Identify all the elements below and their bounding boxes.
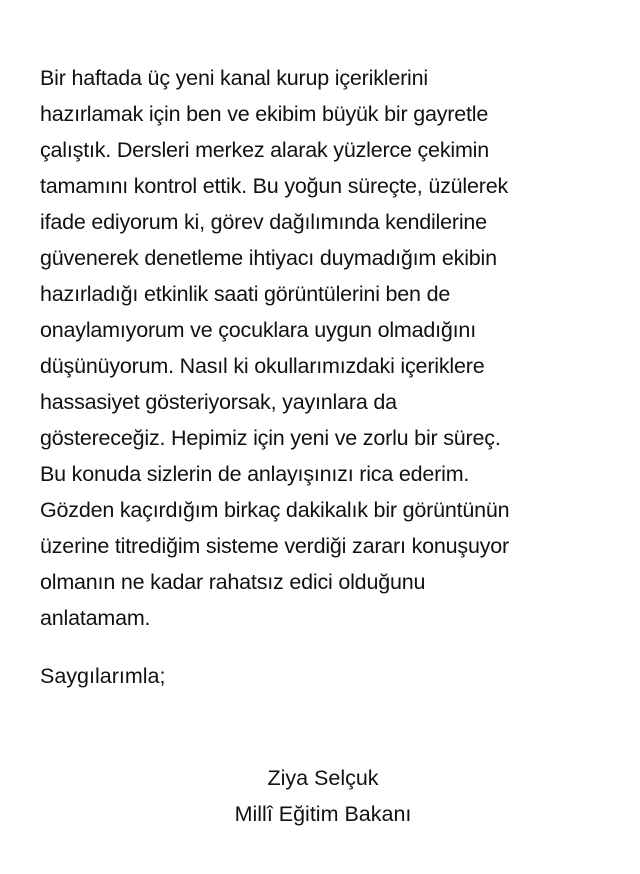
letter-line: Bu konuda sizlerin de anlayışınızı rica ederim. xyxy=(40,462,470,486)
letter-line: güvenerek denetleme ihtiyacı duymadığım ekibin xyxy=(40,246,497,270)
letter-body xyxy=(40,60,620,636)
letter-line: hassasiyet gösteriyorsak, yayınlara da xyxy=(40,390,397,414)
letter-line: göstereceğiz. Hepimiz için yeni ve zorlu bir süreç. xyxy=(40,426,501,450)
signature-block xyxy=(0,760,640,832)
letter-line: Gözden kaçırdığım birkaç dakikalık bir görüntünün xyxy=(40,498,510,522)
letter-line: olmanın ne kadar rahatsız edici olduğunu xyxy=(40,570,426,594)
letter-line: hazırladığı etkinlik saati görüntülerini ben de xyxy=(40,282,451,306)
letter-line: tamamını kontrol ettik. Bu yoğun süreçte, üzülerek xyxy=(40,174,509,198)
letter-line: hazırlamak için ben ve ekibim büyük bir gayretle xyxy=(40,102,489,126)
letter-line: üzerine titrediğim sisteme verdiği zararı konuşuyor xyxy=(40,534,509,558)
letter-line: Bir haftada üç yeni kanal kurup içeriklerini xyxy=(40,66,428,90)
letter-line: anlatamam. xyxy=(40,606,151,630)
signatory-name: Ziya Selçuk xyxy=(267,766,379,790)
letter-line: düşünüyorum. Nasıl ki okullarımızdaki içeriklere xyxy=(40,354,485,378)
closing-salutation: Saygılarımla; xyxy=(40,664,166,688)
letter-line: çalıştık. Dersleri merkez alarak yüzlerce çekimin xyxy=(40,138,489,162)
signatory-title: Millî Eğitim Bakanı xyxy=(234,802,412,826)
letter-line: onaylamıyorum ve çocuklara uygun olmadığını xyxy=(40,318,476,342)
letter-line: ifade ediyorum ki, görev dağılımında kendilerine xyxy=(40,210,487,234)
